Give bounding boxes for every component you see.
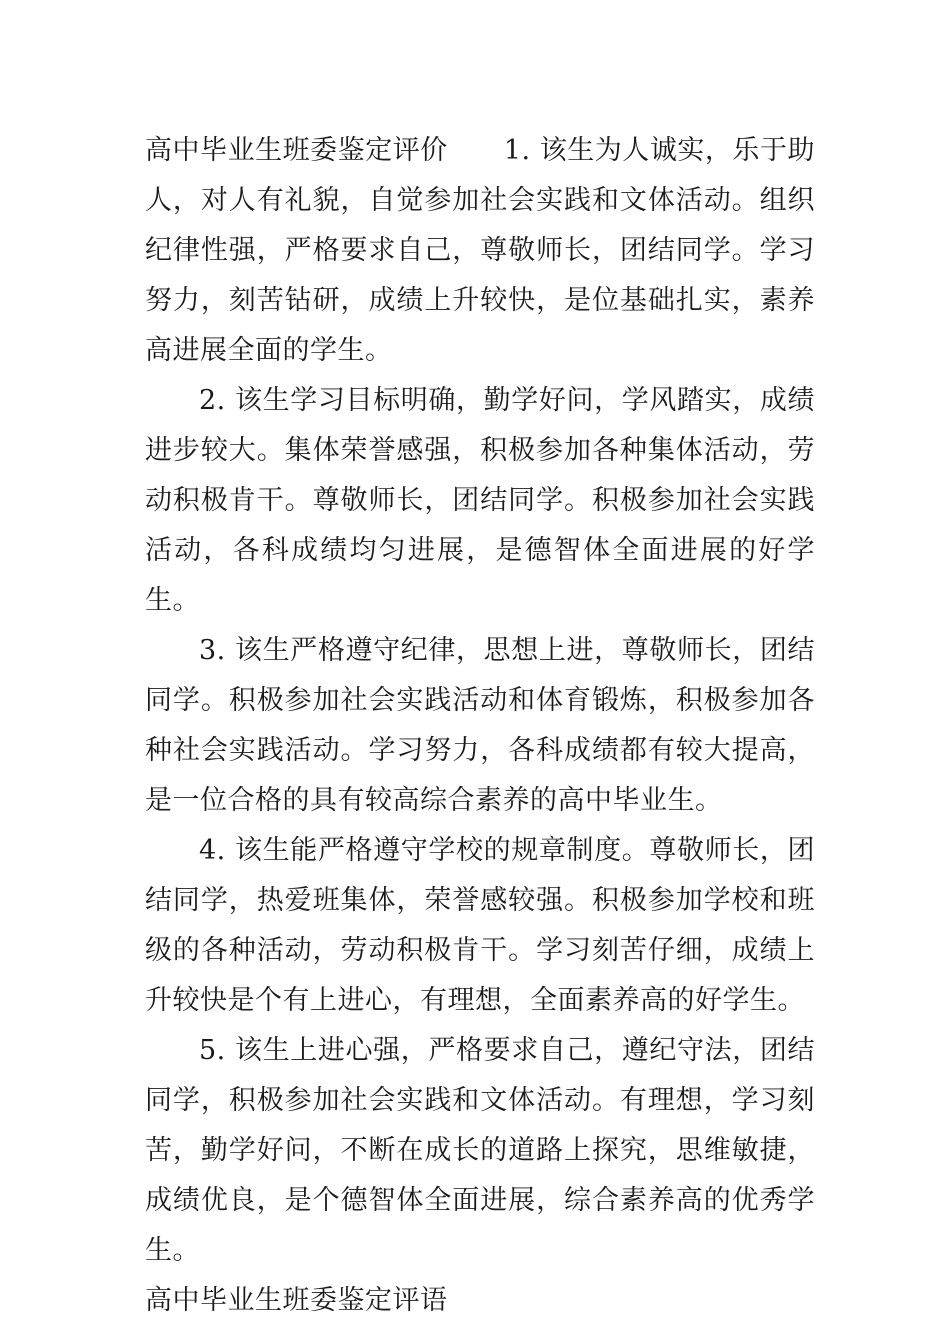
paragraph-5: 5. 该生上进心强，严格要求自己，遵纪守法，团结同学，积极参加社会实践和文体活动。有理想，学习刻苦，勤学好问，不断在成长的道路上探究，思维敏捷，成绩优良，是个德智体全面进展，综合素养高的优秀学生。	[145, 1035, 815, 1266]
paragraph-2: 2. 该生学习目标明确，勤学好问，学风踏实，成绩进步较大。集体荣誉感强，积极参加各种集体活动，劳动积极肯干。尊敬师长，团结同学。积极参加社会实践活动，各科成绩均匀进展，是德智体全面进展的好学生。	[145, 385, 815, 616]
paragraph-1-text: 1. 该生为人诚实，乐于助人，对人有礼貌，自觉参加社会实践和文体活动。组织纪律性强，严格要求自己，尊敬师长，团结同学。学习努力，刻苦钻研，成绩上升较快，是位基础扎实，素养高进展全面的学生。	[145, 135, 815, 366]
footer-heading: 高中毕业生班委鉴定评语	[145, 1285, 448, 1316]
paragraph-4: 4. 该生能严格遵守学校的规章制度。尊敬师长，团结同学，热爱班集体，荣誉感较强。积极参加学校和班级的各种活动，劳动积极肯干。学习刻苦仔细，成绩上升较快是个有上进心，有理想，全面素养高的好学生。	[145, 835, 815, 1016]
document-title: 高中毕业生班委鉴定评价	[145, 135, 448, 166]
paragraph-3: 3. 该生严格遵守纪律，思想上进，尊敬师长，团结同学。积极参加社会实践活动和体育锻炼，积极参加各种社会实践活动。学习努力，各科成绩都有较大提高，是一位合格的具有较高综合素养的高中毕业生。	[145, 635, 815, 816]
paragraph-1	[145, 126, 815, 376]
document-body	[145, 126, 815, 1326]
